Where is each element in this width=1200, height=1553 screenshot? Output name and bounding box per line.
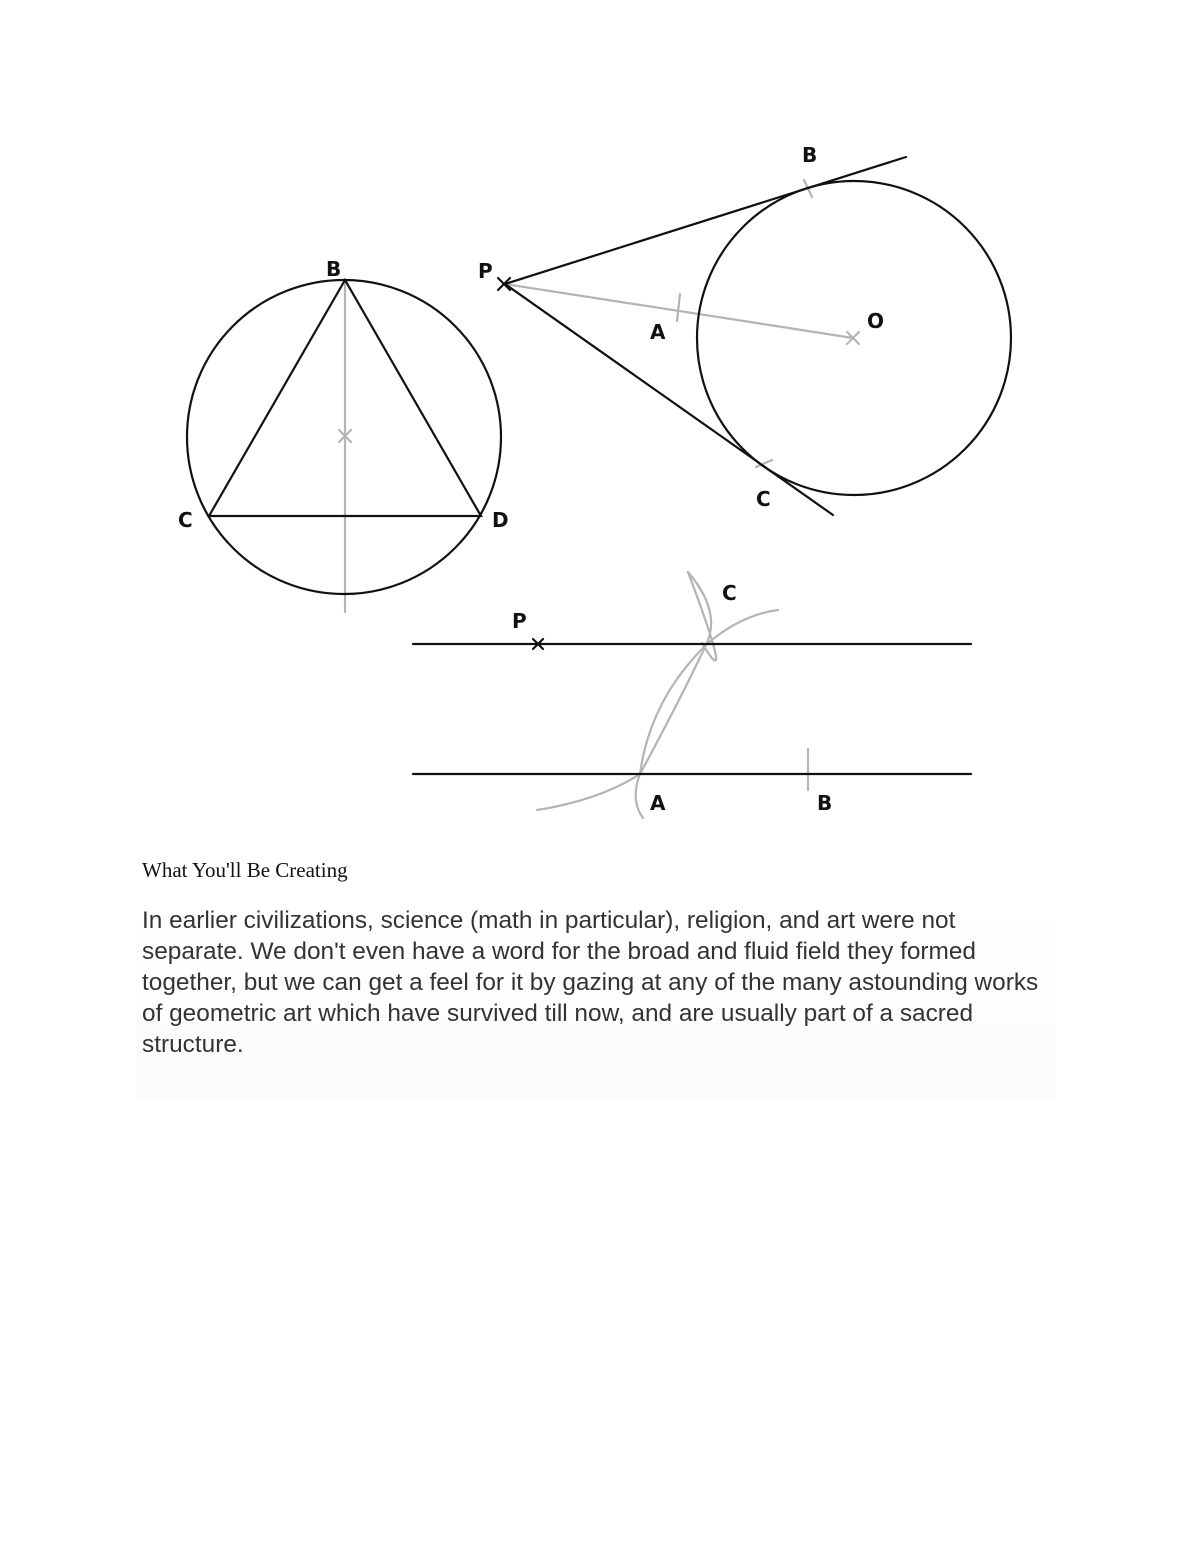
label-o: O: [867, 309, 885, 333]
label-c: C: [178, 508, 193, 532]
figure-parallel-lines: [413, 572, 971, 818]
label-p: P: [478, 259, 493, 283]
label-c: C: [756, 487, 771, 511]
intro-paragraph: In earlier civilizations, science (math in particular), religion, and art were not separate. We don't even have a word for the broad and fluid field they formed together, but we can get a feel for it by gazing at any of the many astounding works of geometric art which have survived till now, and are usually part of a sacred structure.: [136, 900, 1056, 1098]
figure-caption: What You'll Be Creating: [142, 858, 348, 882]
figure-tangents: [478, 143, 1011, 515]
tangent-line-pb: [505, 157, 906, 284]
tangent-line-pc: [505, 284, 833, 515]
label-a: A: [650, 320, 666, 344]
label-d: D: [492, 508, 509, 532]
label-c: C: [722, 581, 737, 605]
label-b: B: [326, 257, 342, 281]
arc-center-a: [688, 572, 716, 661]
label-a: A: [650, 791, 666, 815]
label-b: B: [802, 143, 818, 167]
figure-inscribed-triangle: [178, 257, 509, 612]
arc-through-a-upper: [636, 572, 711, 818]
label-p: P: [512, 609, 527, 633]
arc-center-c: [537, 610, 778, 810]
midpoint-tick-a: [677, 294, 680, 321]
label-b: B: [817, 791, 833, 815]
